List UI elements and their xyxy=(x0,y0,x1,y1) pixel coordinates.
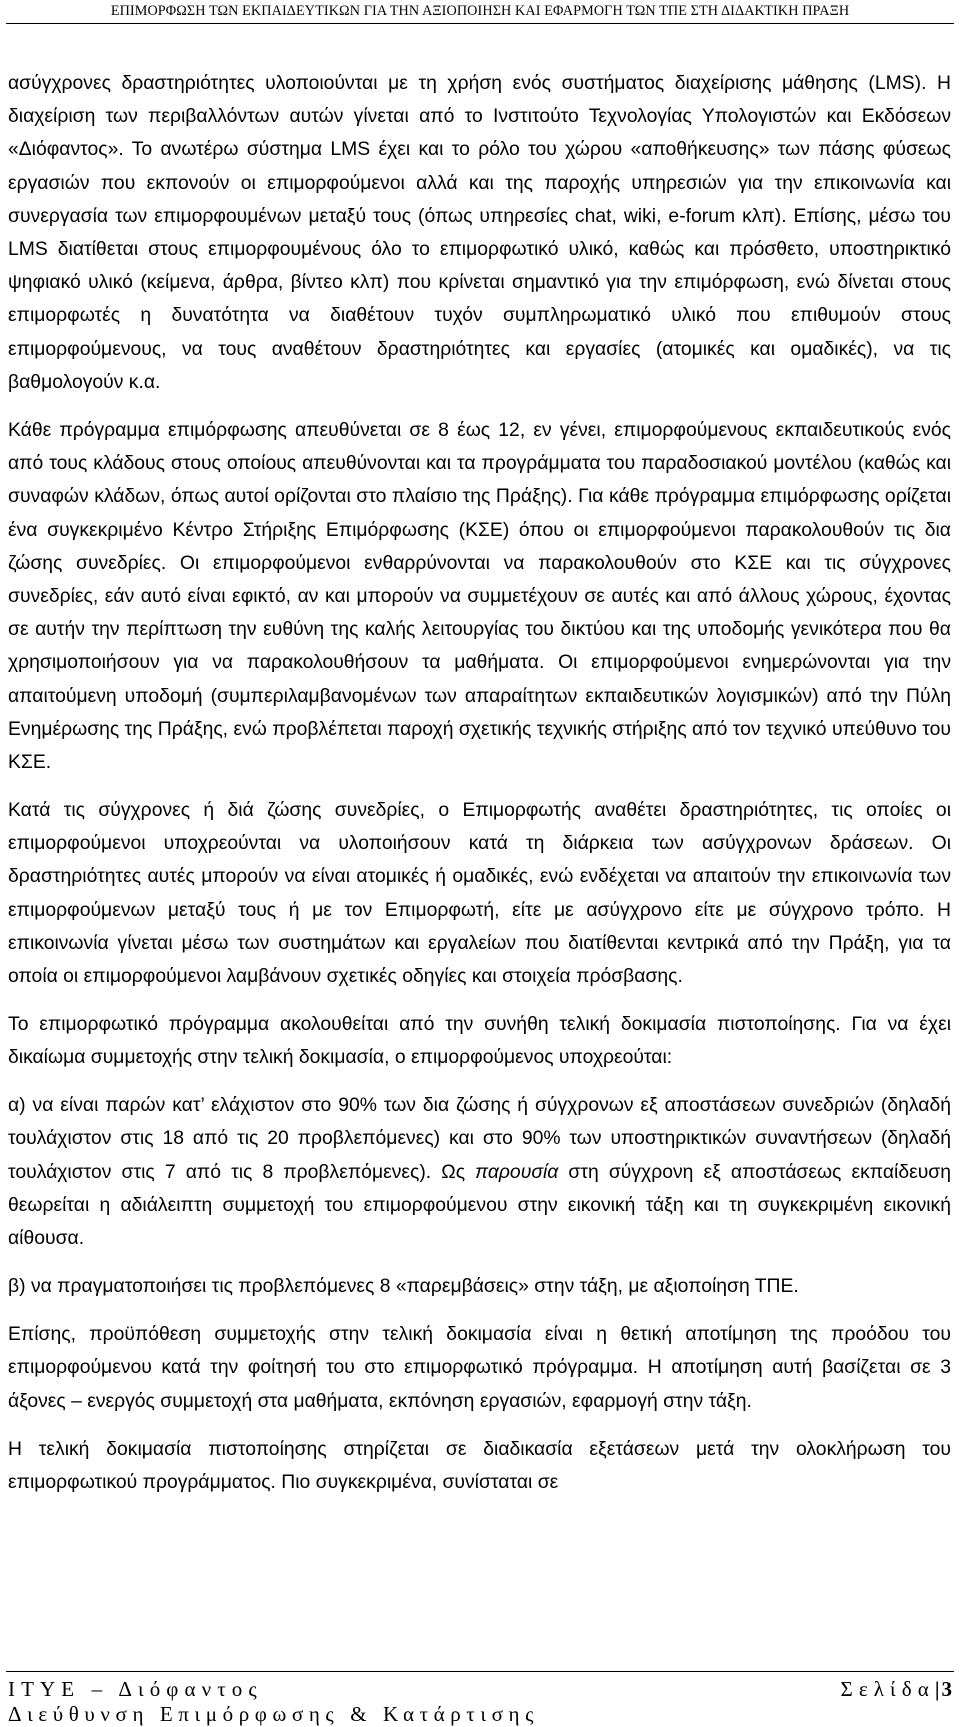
paragraph-requirement-b: β) να πραγματοποιήσει τις προβλεπόμενες 8 «παρεμβάσεις» στην τάξη, με αξιοποίηση ΤΠΕ. xyxy=(8,1275,799,1298)
paragraph-activities: Κατά τις σύγχρονες ή διά ζώσης συνεδρίες, ο Επιμορφωτής αναθέτει δραστηριότητες, τις οποίες οι επιμορφούμενοι υποχρεούνται να υλοποιήσουν κατά τη διάρκεια των ασύγχρονων δράσεων. Οι δραστηριότητες αυτές μπορούν να είναι ατομικές ή ομαδικές, ενώ ενδέχεται να απαιτούν την επικοινωνία των επιμορφούμενων μεταξύ τους ή με τον Επιμορφωτή, είτε με ασύγχρονο είτε με σύγχρονο τρόπο. Η επικοινωνία γίνεται μέσω των συστημάτων και εργαλείων που διατίθενται κεντρικά από την Πράξη, για τα οποία οι επιμορφούμενοι λαμβάνουν σχετικές οδηγίες και στοιχεία πρόσβασης. xyxy=(8,799,951,988)
footer-organization: ΙΤΥΕ – Διόφαντος xyxy=(8,1677,263,1701)
footer-divider xyxy=(6,1671,954,1672)
running-header-title: ΕΠΙΜΟΡΦΩΣΗ ΤΩΝ ΕΚΠΑΙΔΕΥΤΙΚΩΝ ΓΙΑ ΤΗΝ ΑΞΙΟΠΟΙΗΣΗ ΚΑΙ ΕΦΑΡΜΟΓΗ ΤΩΝ ΤΠΕ ΣΤΗ ΔΙΔΑΚΤΙΚΗ ΠΡΑΞΗ xyxy=(110,2,850,19)
paragraph-lms: ασύγχρονες δραστηριότητες υλοποιούνται με τη χρήση ενός συστήματος διαχείρισης μάθησης (LMS). Η διαχείριση των περιβαλλόντων αυτών γίνεται από το Ινστιτούτο Τεχνολογίας Υπολογιστών και Εκδόσεων «Διόφαντος». Το ανωτέρω σύστημα LMS έχει και το ρόλο του χώρου «αποθήκευσης» των πάσης φύσεως εργασιών που εκπονούν οι επιμορφούμενοι αλλά και της παροχής υπηρεσιών για την επικοινωνία και συνεργασία των επιμορφουμένων μεταξύ τους (όπως υπηρεσίες chat, wiki, e-forum κλπ). Επίσης, μέσω του LMS διατίθεται στους επιμορφουμένους όλο το επιμορφωτικό υλικό, καθώς και πρόσθετο, υποστηρικτικό ψηφιακό υλικό (κείμενα, άρθρα, βίντεο κλπ) που κρίνεται σημαντικό για την επιμόρφωση, ενώ δίνεται στους επιμορφωτές η δυνατότητα να διαθέτουν τυχόν συμπληρωματικό υλικό που επιθυμούν στους επιμορφούμενους, να τους αναθέτουν δραστηριότητες και εργασίες (ατομικές και ομαδικές), να τις βαθμολογούν κ.α. xyxy=(8,72,951,393)
requirement-a-emphasis: παρουσία xyxy=(475,1160,559,1183)
paragraph-program-audience: Κάθε πρόγραμμα επιμόρφωσης απευθύνεται σε 8 έως 12, εν γένει, επιμορφούμενους εκπαιδευτικούς ενός από τους κλάδους στους οποίους απευθύνονται και τα προγράμματα του παραδοσιακού μοντέλου (καθώς και συναφών κλάδων, όπως αυτοί ορίζονται στο πλαίσιο της Πράξης). Για κάθε πρόγραμμα επιμόρφωσης ορίζεται ένα συγκεκριμένο Κέντρο Στήριξης Επιμόρφωσης (ΚΣΕ) όπου οι επιμορφούμενοι παρακολουθούν τις δια ζώσης συνεδρίες. Οι επιμορφούμενοι ενθαρρύνονται να παρακολουθούν στο ΚΣΕ και τις σύγχρονες συνεδρίες, εάν αυτό είναι εφικτό, αν και μπορούν να συμμετέχουν σε αυτές και από άλλους χώρους, έχοντας σε αυτήν την περίπτωση την ευθύνη της καλής λειτουργίας του δικτύου και της υποδομής γενικότερα που θα χρησιμοποιήσουν για να παρακολουθήσουν τα μαθήματα. Οι επιμορφούμενοι ενημερώνονται για την απαιτούμενη υποδομή (συμπεριλαμβανομένων των απαραίτητων εκπαιδευτικών λογισμικών) από την Πύλη Ενημέρωσης της Πράξης, ενώ προβλέπεται παροχή σχετικής τεχνικής στήριξης από τον τεχνικό υπεύθυνο του ΚΣΕ. xyxy=(8,419,951,774)
paragraph-requirement-a xyxy=(8,1089,951,1255)
page-number: 3 xyxy=(941,1677,952,1701)
paragraph-final-exam: Η τελική δοκιμασία πιστοποίησης στηρίζεται σε διαδικασία εξετάσεων μετά την ολοκλήρωση του επιμορφωτικού προγράμματος. Πιο συγκεκριμένα, συνίσταται σε xyxy=(8,1437,951,1493)
running-header xyxy=(0,0,960,22)
paragraph-certification: Το επιμορφωτικό πρόγραμμα ακολουθείται από την συνήθη τελική δοκιμασία πιστοποίησης. Για να έχει δικαίωμα συμμετοχής στην τελική δοκιμασία, ο επιμορφούμενος υποχρεούται: xyxy=(8,1013,951,1069)
paragraph-progress-assessment: Επίσης, προϋπόθεση συμμετοχής στην τελική δοκιμασία είναι η θετική αποτίμηση της προόδου του επιμορφούμενου κατά την φοίτησή του στο επιμορφωτικό πρόγραμμα. Η αποτίμηση αυτή βασίζεται σε 3 άξονες – ενεργός συμμετοχή στα μαθήματα, εκπόνηση εργασιών, εφαρμογή στην τάξη. xyxy=(8,1323,951,1412)
footer-page-label: Σελίδα xyxy=(840,1677,935,1701)
document-body xyxy=(8,67,951,1514)
requirement-a-text-cont: στη σύγχρονη εξ αποστάσεως εκπαίδευση θεωρείται η αδιάλειπτη συμμετοχή του επιμορφούμενου στην εικονική τάξη και τη συγκεκριμένη εικονική αίθουσα. xyxy=(8,1160,951,1250)
footer-department: Διεύθυνση Επιμόρφωσης & Κατάρτισης xyxy=(8,1702,540,1726)
footer-line-top xyxy=(8,1677,952,1702)
footer-page-separator: | xyxy=(934,1677,942,1701)
header-divider xyxy=(6,23,954,24)
footer-page-info xyxy=(841,1677,953,1702)
requirement-a-text: α) να είναι παρών κατ’ ελάχιστον στο 90% των δια ζώσης ή σύγχρονων εξ αποστάσεων συνεδριών (δηλαδή τουλάχιστον στις 18 από τις 20 προβλεπόμενες) και στο 90% των υποστηρικτικών συναντήσεων (δηλαδή τουλάχιστον στις 7 από τις 8 προβλεπόμενες). Ως xyxy=(8,1094,951,1183)
